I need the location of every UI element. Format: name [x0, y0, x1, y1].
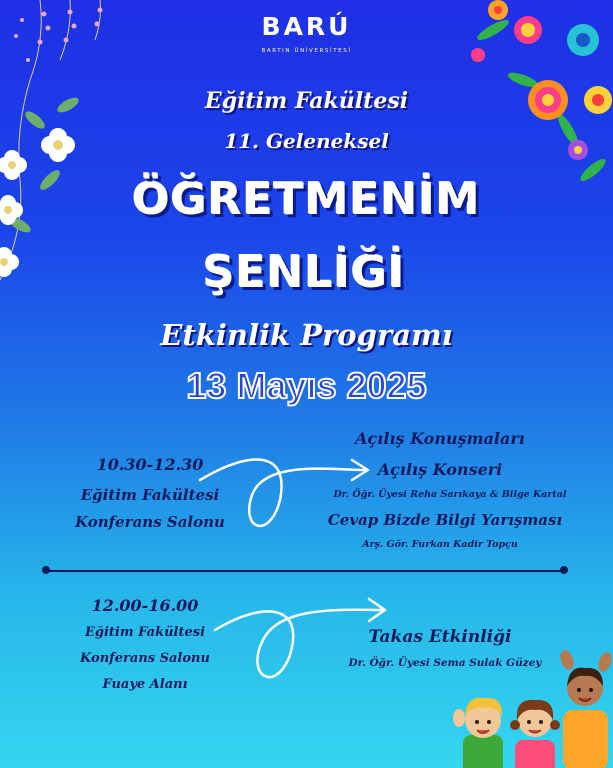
divider-dot-right: [560, 566, 568, 574]
session-2-location-line-3: Fuaye Alanı: [102, 677, 188, 692]
title-line-1: ÖĞRETMENİM: [132, 174, 481, 225]
session-2-location-line-1: Eğitim Fakültesi: [84, 625, 206, 640]
session-1-event-1: Açılış Konuşmaları: [355, 429, 525, 448]
session-2-event-1-person: Dr. Öğr. Üyesi Sema Sulak Güzey: [348, 657, 542, 669]
logo-text: BARÚ: [261, 12, 352, 41]
event-date: 13 Mayıs 2025: [186, 365, 427, 406]
session-1-event-2-person: Dr. Öğr. Üyesi Reha Sarıkaya & Bilge Kartal: [333, 489, 567, 500]
logo-subtitle: BARTIN ÜNİVERSİTESİ: [261, 48, 352, 54]
session-1-location-line-2: Konferans Salonu: [75, 513, 225, 531]
edition-heading: 11. Geleneksel: [224, 129, 389, 153]
section-divider: [45, 570, 565, 572]
program-subtitle: Etkinlik Programı: [160, 318, 453, 352]
session-2-location-line-2: Konferans Salonu: [80, 651, 210, 666]
children-illustration-icon: [445, 640, 613, 768]
session-2-time: 12.00-16.00: [91, 596, 199, 615]
session-1-event-3: Cevap Bizde Bilgi Yarışması: [327, 511, 563, 529]
title-line-2: ŞENLİĞİ: [203, 247, 406, 298]
faculty-heading: Eğitim Fakültesi: [204, 88, 409, 114]
session-2-event-1: Takas Etkinliği: [368, 627, 512, 647]
session-1-location-line-1: Eğitim Fakültesi: [80, 486, 220, 504]
session-1-event-2: Açılış Konseri: [377, 460, 503, 479]
session-1-time: 10.30-12.30: [96, 455, 204, 474]
session-1-event-3-person: Arş. Gör. Furkan Kadir Topçu: [362, 539, 518, 550]
